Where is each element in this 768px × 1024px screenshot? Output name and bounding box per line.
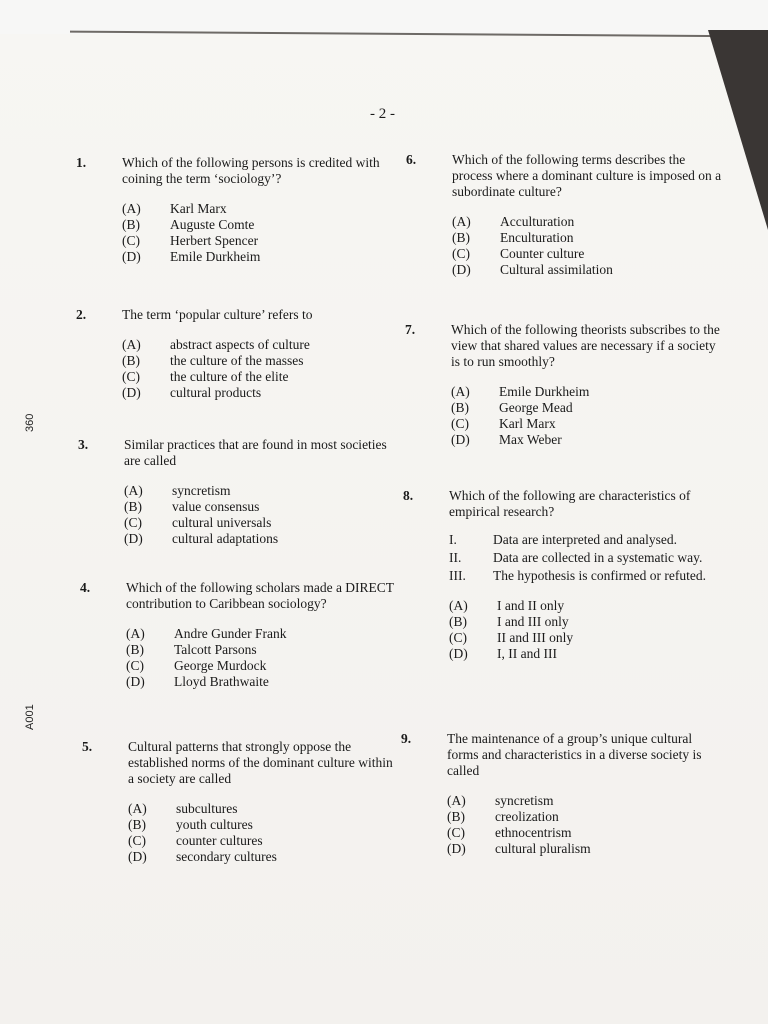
question-text: Which of the following terms describes the process where a dominant culture is imposed on a subordinate culture? xyxy=(452,152,722,199)
option-a[interactable]: (A) abstract aspects of culture xyxy=(122,337,310,352)
top-margin xyxy=(0,0,768,34)
side-code-bottom: A001 xyxy=(24,704,36,730)
option-d[interactable]: (D) Emile Durkheim xyxy=(122,249,261,264)
question-number: 2. xyxy=(76,307,87,322)
page-number: - 2 - xyxy=(370,106,395,122)
option-a[interactable]: (A) Andre Gunder Frank xyxy=(126,626,287,641)
option-c[interactable]: (C) Herbert Spencer xyxy=(122,233,259,248)
question-number: 8. xyxy=(403,488,414,503)
option-a[interactable]: (A) I and II only xyxy=(449,598,565,613)
option-d[interactable]: (D) cultural products xyxy=(122,385,262,400)
option-b[interactable]: (B) value consensus xyxy=(124,499,260,514)
option-a[interactable]: (A) syncretism xyxy=(124,483,231,498)
option-b[interactable]: (B) Auguste Comte xyxy=(122,217,255,232)
side-code-top: 360 xyxy=(24,413,36,432)
option-a[interactable]: (A) Emile Durkheim xyxy=(451,384,590,399)
question-text: Which of the following are characteristics of empirical research? xyxy=(449,488,691,519)
question-number: 7. xyxy=(405,322,416,337)
option-c[interactable]: (C) counter cultures xyxy=(128,833,263,848)
option-list xyxy=(451,384,721,448)
option-c[interactable]: (C) the culture of the elite xyxy=(122,369,289,384)
option-d[interactable]: (D) cultural pluralism xyxy=(447,841,591,856)
option-list xyxy=(124,483,394,547)
question-number: 1. xyxy=(76,155,87,170)
question-9 xyxy=(401,731,717,857)
option-list xyxy=(122,201,392,265)
option-list xyxy=(447,793,717,857)
question-text: Which of the following persons is credited with coining the term ‘sociology’? xyxy=(122,155,380,186)
option-c[interactable]: (C) cultural universals xyxy=(124,515,272,530)
question-2 xyxy=(76,307,392,401)
option-c[interactable]: (C) II and III only xyxy=(449,630,574,645)
question-8 xyxy=(403,488,719,662)
question-4 xyxy=(80,580,396,690)
option-b[interactable]: (B) I and III only xyxy=(449,614,569,629)
option-list xyxy=(126,626,396,690)
question-text: The term ‘popular culture’ refers to xyxy=(122,307,313,322)
question-text: Which of the following theorists subscribes to the view that shared values are necessary if a society is to run smoothly? xyxy=(451,322,720,369)
option-b[interactable]: (B) youth cultures xyxy=(128,817,253,832)
question-text: Similar practices that are found in most societies are called xyxy=(124,437,387,468)
option-c[interactable]: (C) ethnocentrism xyxy=(447,825,572,840)
option-b[interactable]: (B) George Mead xyxy=(451,400,573,415)
option-list xyxy=(452,214,722,278)
question-number: 3. xyxy=(78,437,89,452)
option-list xyxy=(128,801,398,865)
option-b[interactable]: (B) Talcott Parsons xyxy=(126,642,257,657)
statement-2: II. Data are collected in a systematic way. xyxy=(449,550,703,565)
option-a[interactable]: (A) syncretism xyxy=(447,793,554,808)
question-3 xyxy=(78,437,394,547)
option-b[interactable]: (B) creolization xyxy=(447,809,559,824)
question-text: Which of the following scholars made a DIRECT contribution to Caribbean sociology? xyxy=(126,580,394,611)
option-b[interactable]: (B) Enculturation xyxy=(452,230,574,245)
option-a[interactable]: (A) subcultures xyxy=(128,801,238,816)
option-list xyxy=(122,337,392,401)
option-d[interactable]: (D) Cultural assimilation xyxy=(452,262,613,277)
statement-3: III. The hypothesis is confirmed or refuted. xyxy=(449,568,706,583)
option-a[interactable]: (A) Karl Marx xyxy=(122,201,227,216)
option-c[interactable]: (C) Karl Marx xyxy=(451,416,556,431)
question-number: 4. xyxy=(80,580,91,595)
question-text: The maintenance of a group’s unique cultural forms and characteristics in a diverse society is called xyxy=(447,731,702,778)
question-6 xyxy=(406,152,722,278)
option-c[interactable]: (C) Counter culture xyxy=(452,246,585,261)
option-list xyxy=(449,598,719,662)
question-text: Cultural patterns that strongly oppose the established norms of the dominant culture within a society are called xyxy=(128,739,393,786)
option-d[interactable]: (D) I, II and III xyxy=(449,646,557,661)
option-a[interactable]: (A) Acculturation xyxy=(452,214,575,229)
option-d[interactable]: (D) Max Weber xyxy=(451,432,562,447)
option-d[interactable]: (D) cultural adaptations xyxy=(124,531,279,546)
question-1 xyxy=(76,155,392,265)
statement-list xyxy=(449,532,719,584)
question-number: 6. xyxy=(406,152,417,167)
question-7 xyxy=(405,322,721,448)
question-5 xyxy=(82,739,398,865)
question-number: 9. xyxy=(401,731,412,746)
option-c[interactable]: (C) George Murdock xyxy=(126,658,267,673)
question-number: 5. xyxy=(82,739,93,754)
option-d[interactable]: (D) Lloyd Brathwaite xyxy=(126,674,269,689)
option-d[interactable]: (D) secondary cultures xyxy=(128,849,277,864)
statement-1: I. Data are interpreted and analysed. xyxy=(449,532,678,547)
option-b[interactable]: (B) the culture of the masses xyxy=(122,353,304,368)
